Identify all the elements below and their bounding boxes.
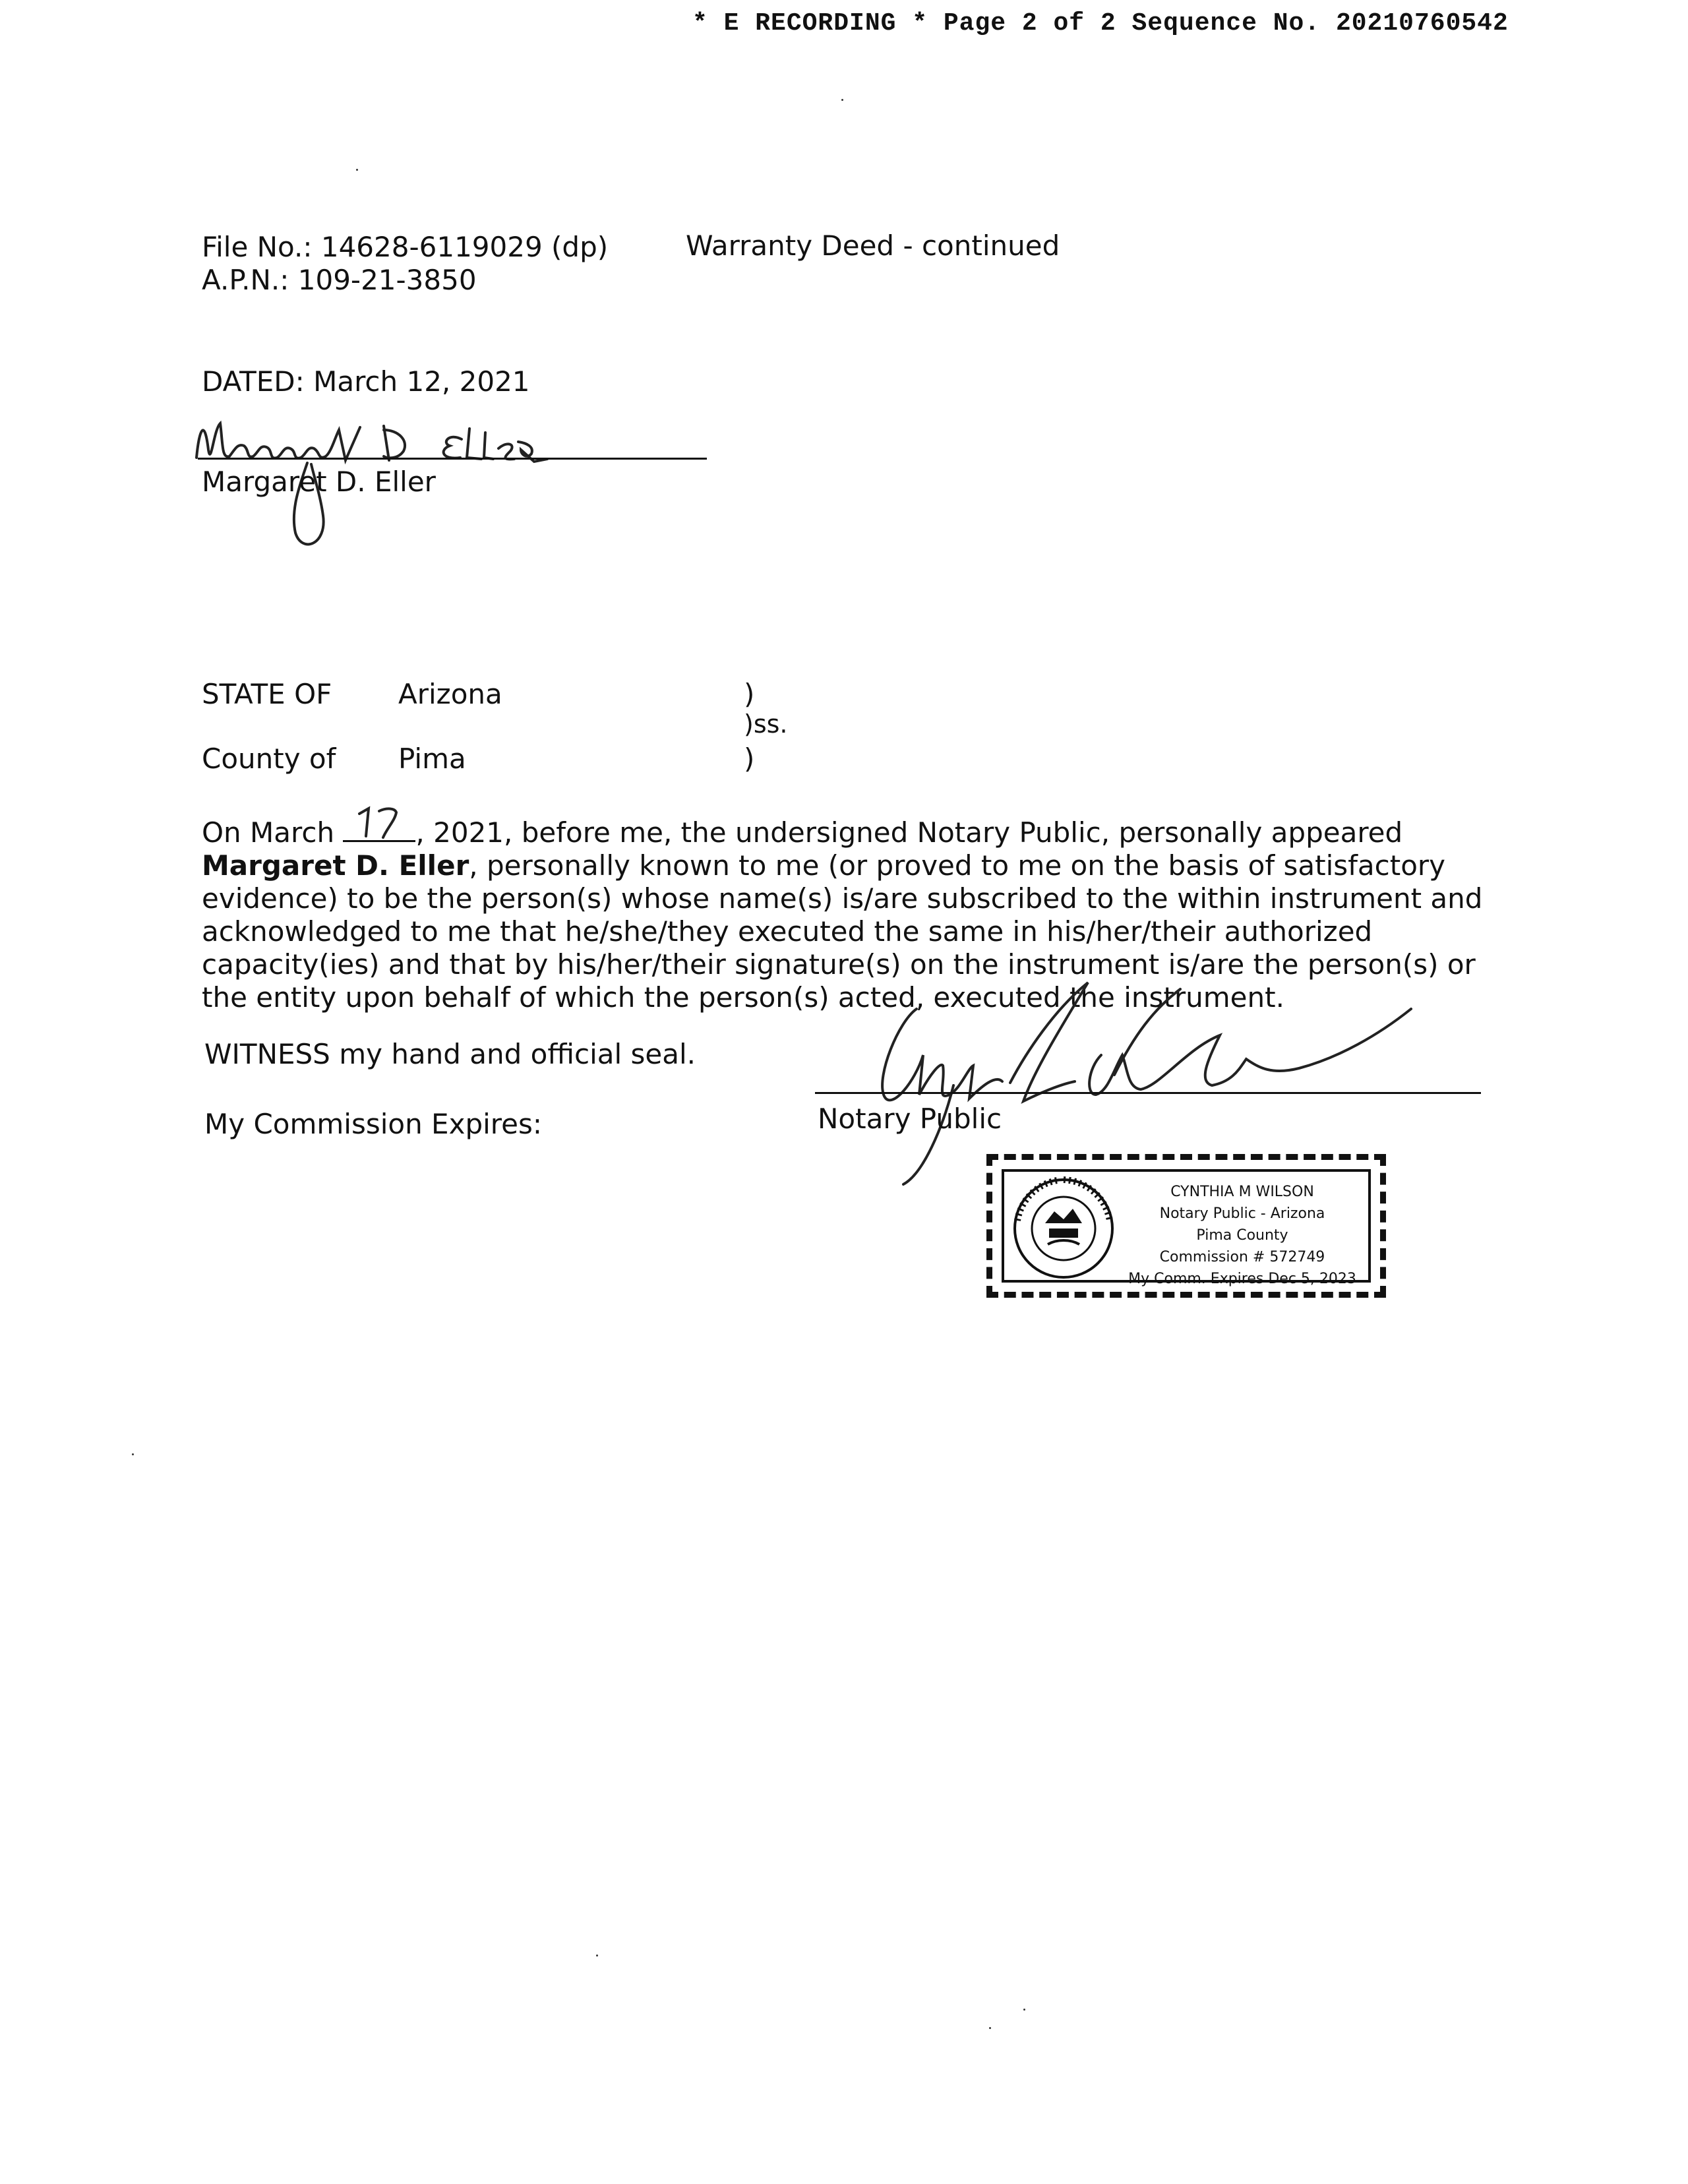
witness-statement: WITNESS my hand and official seal.	[204, 1038, 696, 1070]
ack-day-handwritten	[343, 804, 415, 842]
ack-prefix: On March	[202, 816, 344, 849]
deed-title: Warranty Deed - continued	[686, 229, 1060, 262]
seal-text-block	[1122, 1181, 1363, 1290]
seal-expiration: My Comm. Expires Dec 5, 2023	[1128, 1271, 1356, 1287]
grantor-name: Margaret D. Eller	[202, 466, 436, 498]
handwritten-day	[353, 804, 406, 840]
state-value: Arizona	[398, 678, 502, 710]
file-number: File No.: 14628-6119029 (dp)	[202, 231, 609, 263]
recording-header: * E RECORDING * Page 2 of 2 Sequence No. 20210760542	[692, 9, 1509, 38]
ack-after-day: , 2021, before me, the undersigned Notary Public, personally appeared	[415, 816, 1403, 849]
seal-commission-number: Commission # 572749	[1159, 1249, 1325, 1265]
ack-rest: , personally known to me (or proved to me on the basis of satisfactory evidence) to be the person(s) whose name(s) is/are subscribed to the within instrument and acknowledged to me that he/she/they executed the same in his/her/their authorized capacity(ies) and that by his/her/their signature(s) on the instrument is/are the person(s) or the entity upon behalf of which the person(s) acted, executed the instrument.	[202, 849, 1483, 1014]
scan-speck	[841, 99, 843, 101]
notary-seal-inner-border	[1002, 1169, 1371, 1287]
scan-speck	[1023, 2009, 1025, 2011]
dated-line: DATED: March 12, 2021	[202, 365, 530, 398]
notary-public-label: Notary Public	[818, 1103, 1002, 1135]
scan-speck	[989, 2027, 991, 2029]
scan-speck	[596, 1955, 598, 1957]
scan-speck	[356, 169, 358, 171]
venue-ss: )ss.	[744, 710, 788, 739]
scan-speck	[132, 1453, 134, 1455]
seal-county: Pima County	[1196, 1227, 1288, 1244]
state-seal-emblem	[1011, 1176, 1116, 1281]
venue-paren-bottom: )	[744, 743, 755, 775]
venue-paren-top: )	[744, 678, 755, 710]
seal-notary-title: Notary Public - Arizona	[1159, 1205, 1325, 1222]
state-label: STATE OF	[202, 678, 332, 710]
commission-expires-label: My Commission Expires:	[204, 1108, 542, 1140]
seal-notary-name: CYNTHIA M WILSON	[1170, 1184, 1314, 1200]
notary-seal-stamp	[986, 1154, 1386, 1298]
apn-number: A.P.N.: 109-21-3850	[202, 264, 477, 296]
county-value: Pima	[398, 743, 466, 775]
grantor-signature-line	[198, 458, 707, 460]
county-label: County of	[202, 743, 336, 775]
notary-signature-line	[815, 1092, 1481, 1094]
ack-appearing-name: Margaret D. Eller	[202, 849, 469, 882]
